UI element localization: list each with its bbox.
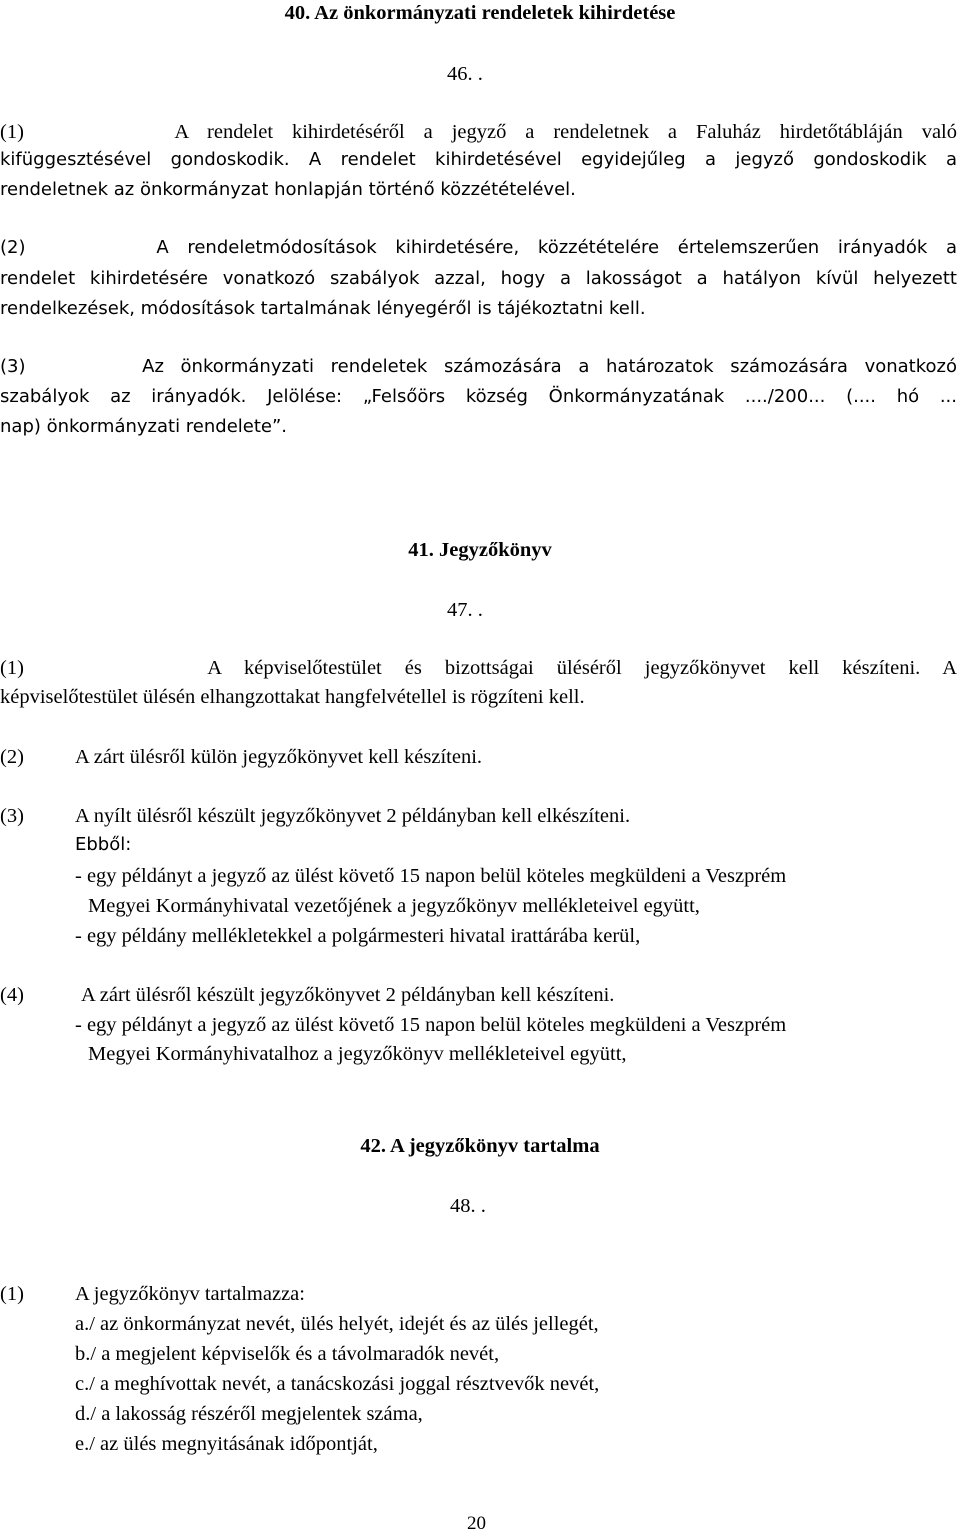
s40-p2-line2: rendelet kihirdetésére vonatkozó szabályok azzal, hogy a lakosságot a hatályon kívül helyezett [0, 268, 957, 289]
section-42-heading: 42. A jegyzőkönyv tartalma [360, 1135, 600, 1157]
s41-p3-line3: - egy példányt a jegyző az ülést követő 15 napon belül köteles megküldeni a Veszprém [75, 865, 787, 887]
s40-p3-text: Az önkormányzati rendeletek számozására a határozatok számozására vonatkozó [142, 356, 957, 377]
s40-p1-number: (1) [0, 121, 24, 143]
s41-p1-text: A képviselőtestület és bizottságai üléséről jegyzőkönyvet kell készíteni. A [207, 657, 957, 679]
s41-p1-number: (1) [0, 657, 24, 679]
s40-p3-line3: nap) önkormányzati rendelete”. [0, 416, 288, 437]
s40-p2-line3: rendelkezések, módosítások tartalmának lényegéről is tájékoztatni kell. [0, 298, 646, 319]
s42-p1-line1: A jegyzőkönyv tartalmazza: [75, 1283, 305, 1305]
list-item-e: e./ az ülés megnyitásának időpontját, [75, 1433, 378, 1455]
s41-p3-line5: - egy példány mellékletekkel a polgármesteri hivatal irattárába kerül, [75, 925, 641, 947]
s40-p2-line1 [0, 239, 957, 257]
s40-p3-line2: szabályok az irányadók. Jelölése: „Felsőörs község Önkormányzatának ..../200... (.... hó ... [0, 386, 957, 407]
article-46: 46. . [447, 63, 483, 85]
s41-p3-line2: Ebből: [75, 834, 132, 855]
s41-p4-line1: A zárt ülésről készült jegyzőkönyvet 2 példányban kell készíteni. [81, 984, 615, 1006]
s41-p3-line1: A nyílt ülésről készült jegyzőkönyvet 2 példányban kell elkészíteni. [75, 805, 631, 827]
section-40-heading: 40. Az önkormányzati rendeletek kihirdetése [284, 2, 676, 24]
s41-p4-line2: - egy példányt a jegyző az ülést követő 15 napon belül köteles megküldeni a Veszprém [75, 1014, 787, 1036]
s40-p2-number: (2) [0, 237, 26, 258]
s41-p3-number: (3) [0, 805, 24, 827]
s41-p2-text: A zárt ülésről külön jegyzőkönyvet kell készíteni. [75, 746, 483, 768]
s40-p1-line3: rendeletnek az önkormányzat honlapján történő közzétételével. [0, 179, 576, 200]
s41-p1-line1 [0, 658, 957, 679]
list-item-b: b./ a megjelent képviselők és a távolmaradók nevét, [75, 1343, 500, 1365]
s40-p1-line1 [0, 122, 957, 143]
s40-p3-number: (3) [0, 356, 26, 377]
list-item-d: d./ a lakosság részéről megjelentek száma, [75, 1403, 423, 1425]
s41-p2-number: (2) [0, 746, 24, 768]
list-item-c: c./ a meghívottak nevét, a tanácskozási joggal résztvevők nevét, [75, 1373, 600, 1395]
s40-p2-text: A rendeletmódosítások kihirdetésére, közzétételére értelemszerűen irányadók a [156, 237, 957, 258]
s41-p4-number: (4) [0, 984, 24, 1006]
list-item-a: a./ az önkormányzat nevét, ülés helyét, idejét és az ülés jellegét, [75, 1313, 599, 1335]
s41-p1-line2: képviselőtestület ülésén elhangzottakat hangfelvétellel is rögzíteni kell. [0, 686, 585, 708]
s40-p3-line1 [0, 358, 957, 376]
s40-p1-line2: kifüggesztésével gondoskodik. A rendelet kihirdetésével egyidejűleg a jegyző gondoskodik a [0, 149, 957, 170]
s42-p1-number: (1) [0, 1283, 24, 1305]
page-number: 20 [467, 1513, 486, 1534]
s41-p4-line3: Megyei Kormányhivatalhoz a jegyzőkönyv mellékleteivel együtt, [88, 1043, 627, 1065]
s41-p3-line4: Megyei Kormányhivatal vezetőjének a jegyzőkönyv mellékleteivel együtt, [88, 895, 700, 917]
article-47: 47. . [447, 599, 483, 621]
section-41-heading: 41. Jegyzőkönyv [408, 539, 552, 561]
article-48: 48. . [450, 1195, 486, 1217]
s40-p1-text: A rendelet kihirdetéséről a jegyző a rendeletnek a Faluház hirdetőtábláján való [174, 121, 957, 143]
